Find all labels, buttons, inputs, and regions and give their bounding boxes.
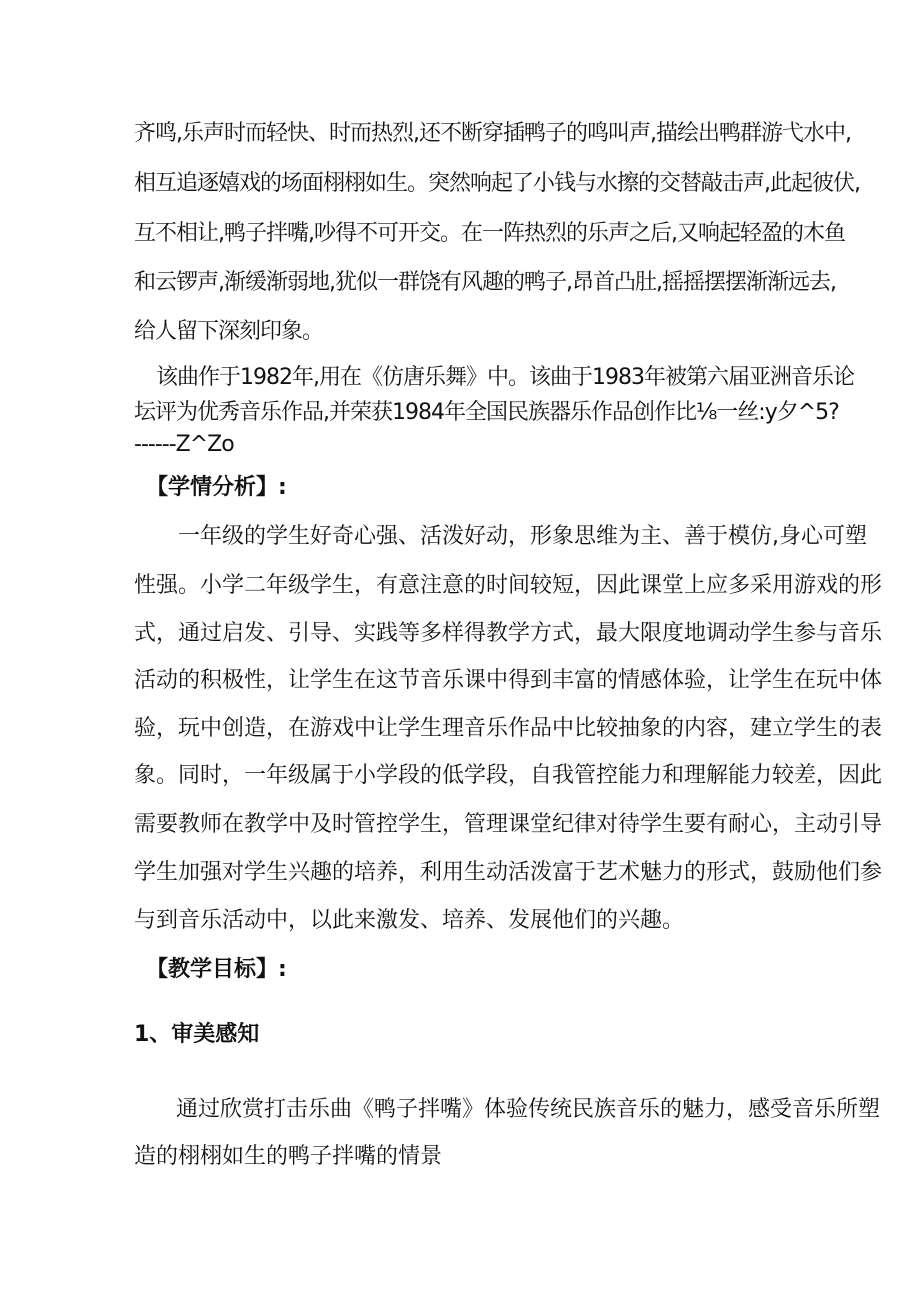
analysis-heading: 【学情分析】:: [146, 475, 287, 500]
intro-line-5: 给人留下深刻印象。: [134, 319, 324, 344]
intro-line-4: 和云锣声,渐缓渐弱地,犹似一群饶有风趣的鸭子,昂首凸肚,摇摇摆摆渐渐远去,: [134, 270, 836, 295]
composed-line-3: ------Z^Zo: [134, 432, 234, 457]
analysis-line-8: 学生加强对学生兴趣的培养，利用生动活泼富于艺术魅力的形式，鼓励他们参: [134, 860, 883, 885]
goal1-heading: 1、审美感知: [134, 1022, 260, 1047]
analysis-line-1: 一年级的学生好奇心强、活泼好动，形象思维为主、善于模仿,身心可塑: [178, 524, 867, 549]
composed-line-1: 该曲作于1982年,用在《仿唐乐舞》中。该曲于1983年被第六届亚洲音乐论: [156, 365, 854, 390]
composed-line-2: 坛评为优秀音乐作品,并荣获1984年全国民族器乐作品创作比⅛一丝:y夕^5?: [134, 400, 839, 425]
intro-line-1: 齐鸣,乐声时而轻快、时而热烈,还不断穿插鸭子的鸣叫声,描绘出鸭群游弋水中,: [134, 121, 851, 146]
analysis-line-7: 需要教师在教学中及时管控学生，管理课堂纪律对待学生要有耐心，主动引导: [134, 812, 883, 837]
analysis-line-2: 性强。小学二年级学生，有意注意的时间较短，因此课堂上应多采用游戏的形: [134, 573, 883, 598]
analysis-line-4: 活动的积极性，让学生在这节音乐课中得到丰富的情感体验，让学生在玩中体: [134, 668, 883, 693]
intro-line-2: 相互追逐嬉戏的场面栩栩如生。突然响起了小钱与水擦的交替敲击声,此起彼伏,: [134, 171, 860, 196]
analysis-line-3: 式，通过启发、引导、实践等多样得教学方式，最大限度地调动学生参与音乐: [134, 621, 883, 646]
analysis-line-9: 与到音乐活动中，以此来激发、培养、发展他们的兴趣。: [134, 908, 685, 933]
intro-line-3: 互不相让,鸭子拌嘴,吵得不可开交。在一阵热烈的乐声之后,又响起轻盈的木鱼: [134, 221, 845, 246]
goal1-line-2: 造的栩栩如生的鸭子拌嘴的情景: [134, 1144, 443, 1169]
goal1-line-1: 通过欣赏打击乐曲《鸭子拌嘴》体验传统民族音乐的魅力，感受音乐所塑: [176, 1097, 881, 1122]
analysis-line-5: 验，玩中创造，在游戏中让学生理音乐作品中比较抽象的内容，建立学生的表: [134, 716, 883, 741]
goals-heading: 【教学目标】:: [146, 957, 287, 982]
analysis-line-6: 象。同时，一年级属于小学段的低学段，自我管控能力和理解能力较差，因此: [134, 763, 883, 788]
